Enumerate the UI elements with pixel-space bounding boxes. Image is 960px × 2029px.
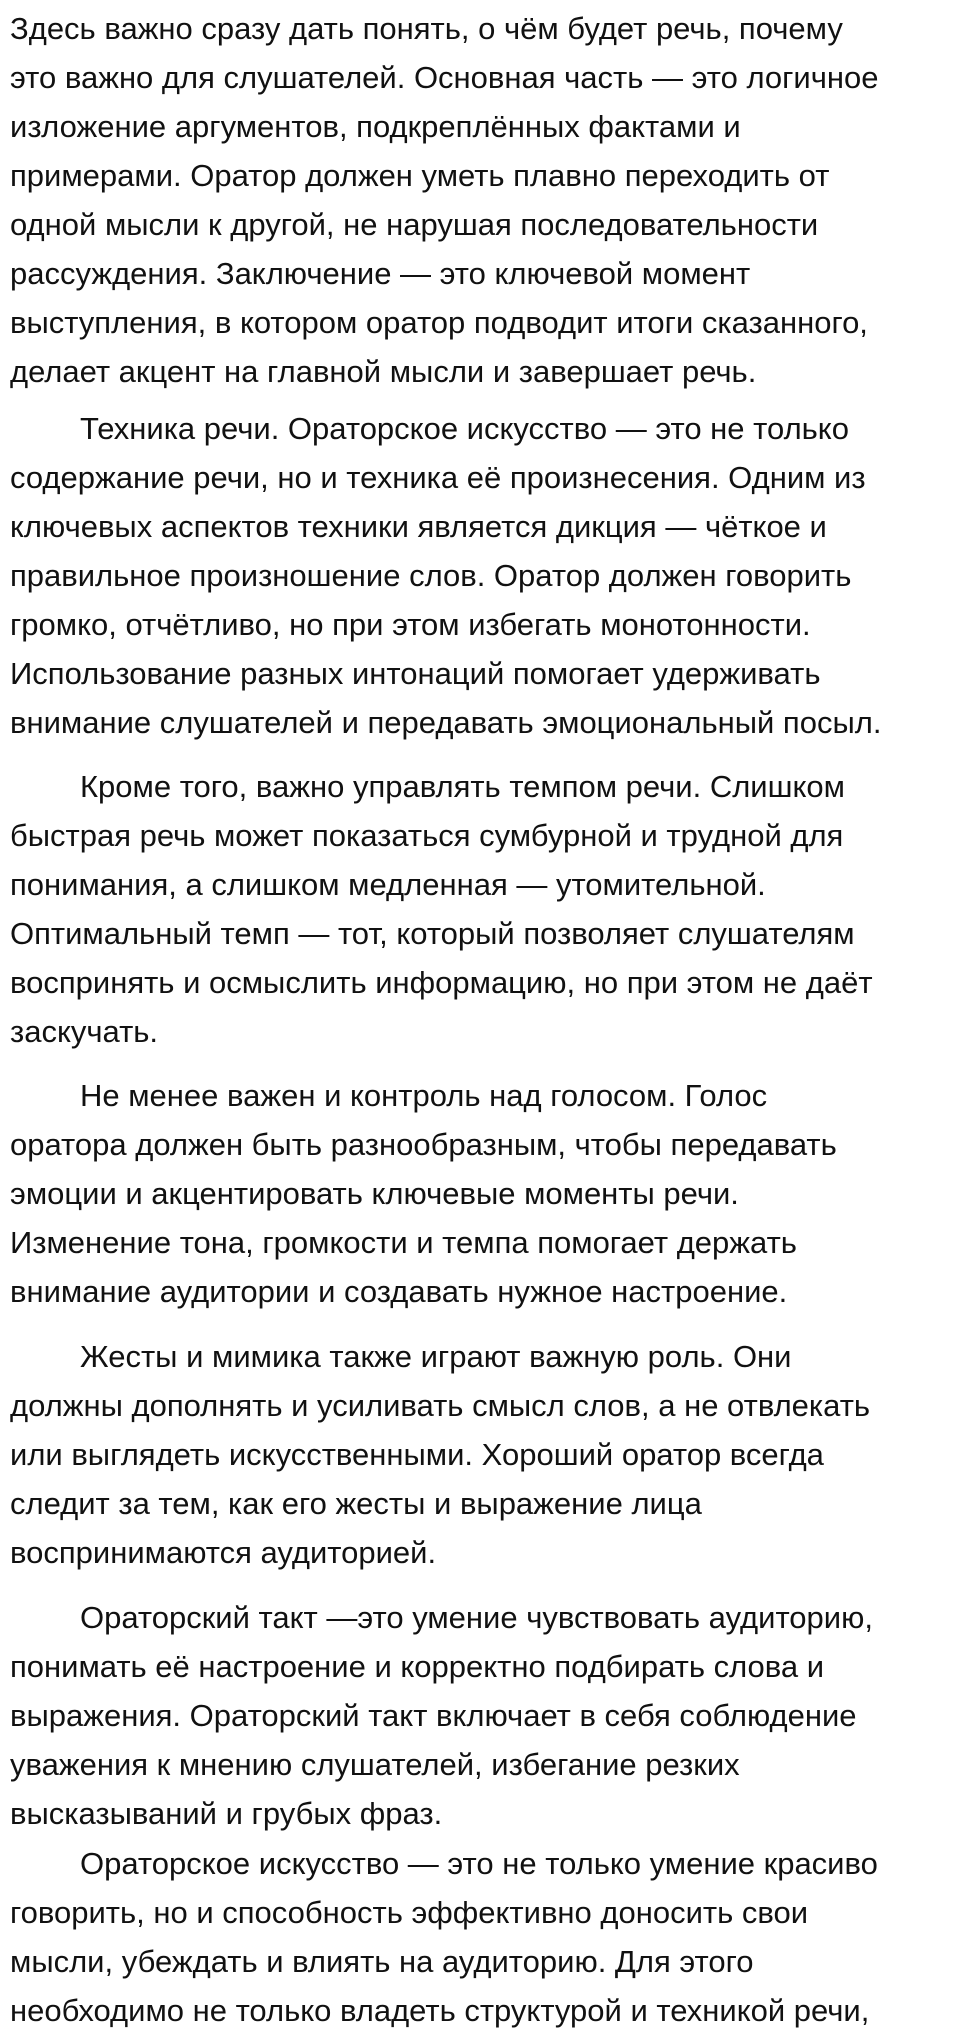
text-line: изложение аргументов, подкреплённых фактами и (10, 109, 741, 144)
text-line: уважения к мнению слушателей, избегание резких (10, 1747, 740, 1782)
text-line: одной мысли к другой, не нарушая последовательности (10, 207, 819, 242)
text-line: Оптимальный темп — тот, который позволяет слушателям (10, 916, 855, 951)
text-line: правильное произношение слов. Оратор должен говорить (10, 558, 852, 593)
text-line: внимание аудитории и создавать нужное настроение. (10, 1274, 788, 1309)
text-line: заскучать. (10, 1014, 159, 1049)
paragraph-7 (10, 1839, 960, 2029)
paragraph-1 (10, 4, 960, 396)
text-line: выступления, в котором оратор подводит итоги сказанного, (10, 305, 868, 340)
text-line: Жесты и мимика также играют важную роль. Они (80, 1339, 792, 1374)
text-line: Техника речи. Ораторское искусство — это не только (80, 411, 849, 446)
paragraph-2 (10, 404, 960, 747)
text-line: эмоции и акцентировать ключевые моменты речи. (10, 1176, 739, 1211)
text-line: воспринимаются аудиторией. (10, 1535, 437, 1570)
text-line: ключевых аспектов техники является дикция — чёткое и (10, 509, 827, 544)
paragraph-3 (10, 762, 960, 1056)
text-line: Ораторское искусство — это не только умение красиво (80, 1846, 878, 1881)
text-line: быстрая речь может показаться сумбурной и трудной для (10, 818, 844, 853)
paragraph-6 (10, 1593, 960, 1838)
text-line: выражения. Ораторский такт включает в себя соблюдение (10, 1698, 857, 1733)
text-line: Здесь важно сразу дать понять, о чём будет речь, почему (10, 11, 843, 46)
text-line: содержание речи, но и техника её произнесения. Одним из (10, 460, 866, 495)
paragraph-4 (10, 1071, 960, 1316)
text-line: необходимо не только владеть структурой и техникой речи, (10, 1993, 870, 2028)
text-line: громко, отчётливо, но при этом избегать монотонности. (10, 607, 811, 642)
text-line: мысли, убеждать и влиять на аудиторию. Для этого (10, 1944, 754, 1979)
text-line: внимание слушателей и передавать эмоциональный посыл. (10, 705, 882, 740)
text-line: Ораторский такт —это умение чувствовать аудиторию, (80, 1600, 873, 1635)
text-line: Использование разных интонаций помогает удерживать (10, 656, 821, 691)
text-line: понимания, а слишком медленная — утомительной. (10, 867, 766, 902)
text-line: воспринять и осмыслить информацию, но при этом не даёт (10, 965, 873, 1000)
text-line: оратора должен быть разнообразным, чтобы передавать (10, 1127, 837, 1162)
text-line: должны дополнять и усиливать смысл слов, а не отвлекать (10, 1388, 871, 1423)
text-line: понимать её настроение и корректно подбирать слова и (10, 1649, 825, 1684)
text-line: Кроме того, важно управлять темпом речи. Слишком (80, 769, 845, 804)
text-line: это важно для слушателей. Основная часть — это логичное (10, 60, 879, 95)
text-line: рассуждения. Заключение — это ключевой момент (10, 256, 751, 291)
text-line: примерами. Оратор должен уметь плавно переходить от (10, 158, 830, 193)
text-line: Изменение тона, громкости и темпа помогает держать (10, 1225, 797, 1260)
text-line: или выглядеть искусственными. Хороший оратор всегда (10, 1437, 824, 1472)
text-line: Не менее важен и контроль над голосом. Голос (80, 1078, 768, 1113)
text-line: следит за тем, как его жесты и выражение лица (10, 1486, 702, 1521)
text-line: делает акцент на главной мысли и завершает речь. (10, 354, 757, 389)
text-line: говорить, но и способность эффективно доносить свои (10, 1895, 809, 1930)
text-line: высказываний и грубых фраз. (10, 1796, 443, 1831)
paragraph-5 (10, 1332, 960, 1577)
